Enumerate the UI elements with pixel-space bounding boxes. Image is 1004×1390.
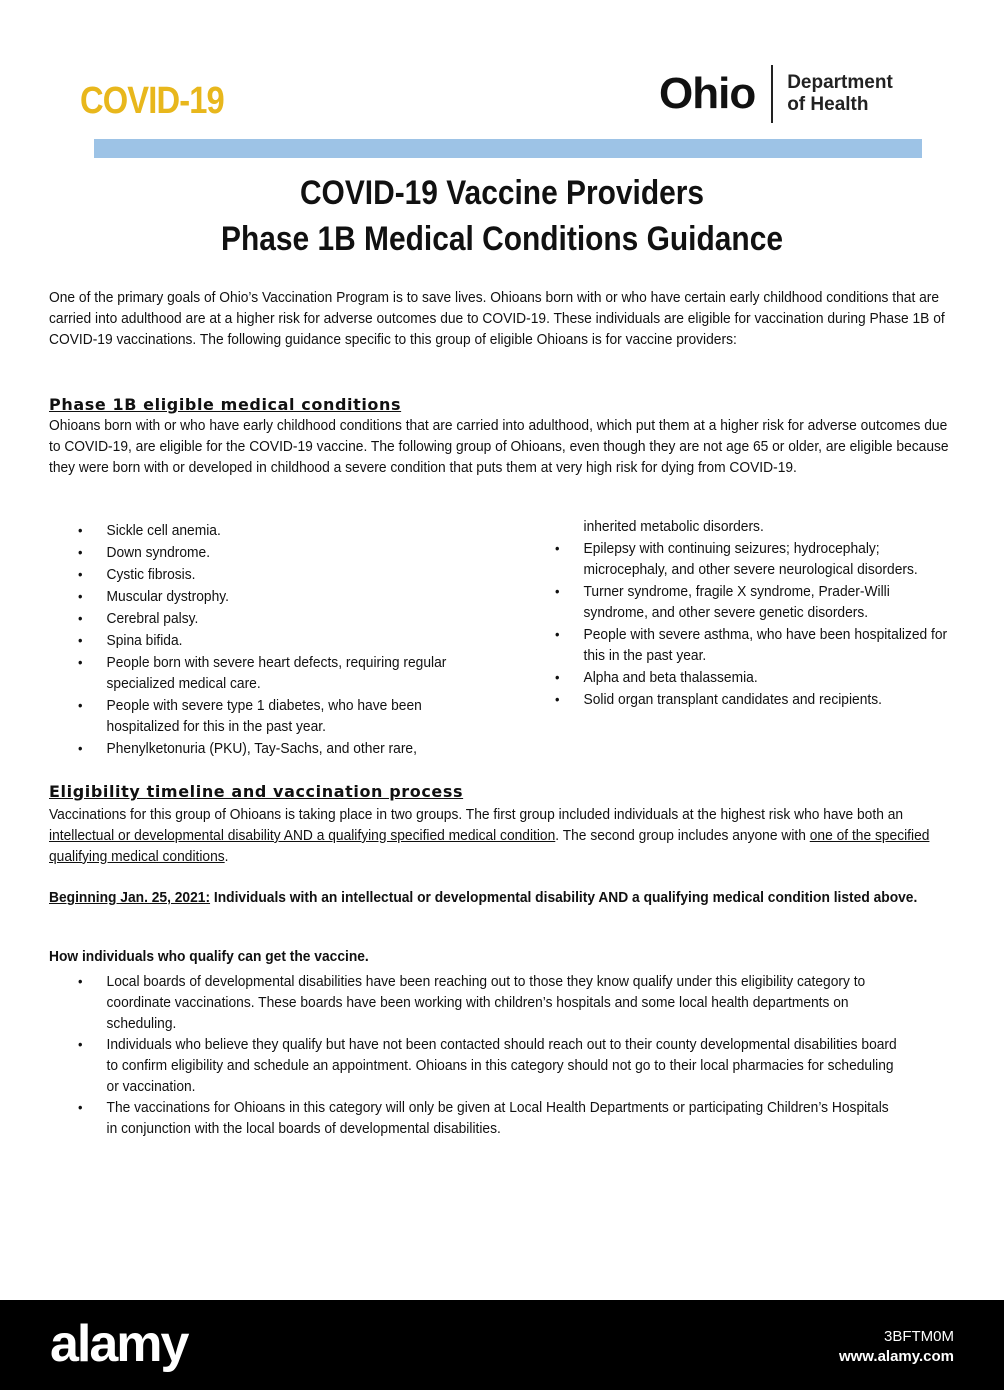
- list-item: • Muscular dystrophy.: [78, 588, 229, 605]
- list-item: • People born with severe heart defects, requiring regular specialized medical care.: [78, 654, 447, 692]
- eligibility-heading: Eligibility timeline and vaccination process: [49, 782, 464, 801]
- image-id: 3BFTM0M: [883, 1328, 954, 1345]
- phase-heading: Phase 1B eligible medical conditions: [49, 395, 402, 414]
- covid-tag: COVID-19: [80, 80, 224, 122]
- list-item: • The vaccinations for Ohioans in this category will only be given at Local Health Departments or participating Children’s Hospitals in conjunction with the local boards of developmental disabilities.: [78, 1099, 889, 1137]
- title-line-2: Phase 1B Medical Conditions Guidance: [221, 220, 783, 258]
- logo-ohio-word: Ohio: [659, 69, 756, 118]
- list-item: • Epilepsy with continuing seizures; hydrocephaly; microcephaly, and other severe neurological disorders.: [555, 540, 918, 578]
- page-title: [0, 170, 1004, 262]
- begin-date: Beginning Jan. 25, 2021:: [49, 889, 211, 906]
- title-line-1: COVID-19 Vaccine Providers: [299, 174, 705, 212]
- list-item: • Cerebral palsy.: [78, 610, 199, 627]
- bullet: •: [78, 632, 83, 648]
- alamy-logo: alamy: [50, 1315, 188, 1373]
- watermark-footer: [0, 1300, 1004, 1390]
- conditions-list-right: [555, 516, 955, 711]
- how-heading: How individuals who qualify can get the vaccine.: [49, 948, 369, 965]
- beginning-date-paragraph: Beginning Jan. 25, 2021: Individuals with an intellectual or developmental disability AND a qualifying medical condition listed above.: [49, 889, 918, 906]
- list-item: • Down syndrome.: [78, 544, 211, 561]
- bullet: •: [78, 522, 83, 538]
- intro-paragraph: One of the primary goals of Ohio’s Vaccination Program is to save lives. Ohioans born with or who have certain early childhood conditions that are carried into adulthood are at a higher risk for adverse outcomes due to COVID-19. These individuals are eligible for vaccination during Phase 1B of COVID-19 vaccinations. The following guidance specific to this group of eligible Ohioans is for vaccine providers:: [49, 289, 945, 348]
- bullet: •: [78, 654, 83, 670]
- footer-url: www.alamy.com: [838, 1348, 954, 1365]
- bullet: •: [555, 626, 560, 642]
- list-item: • Alpha and beta thalassemia.: [555, 669, 758, 686]
- eligibility-paragraph: Vaccinations for this group of Ohioans is taking place in two groups. The first group included individuals at the highest risk who have both an intellectual or developmental disability AND a qualifying specified medical condition. The second group includes anyone with one of the specified qualifying medical conditions.: [49, 806, 930, 865]
- list-item: • Individuals who believe they qualify but have not been contacted should reach out to their county developmental disabilities board to confirm eligibility and schedule an appointment. Ohioans in this category should not go to their local pharmacies for scheduling or vaccination.: [78, 1036, 897, 1095]
- logo-dept-text: Department of Health: [787, 72, 893, 115]
- logo-divider: [771, 65, 773, 123]
- bullet: •: [555, 691, 560, 707]
- list-item: • Local boards of developmental disabilities have been reaching out to those they know qualify under this eligibility category to coordinate vaccinations. These boards have been working with children’s hospitals and some local health departments on scheduling.: [78, 973, 866, 1032]
- list-item: • Phenylketonuria (PKU), Tay-Sachs, and other rare,: [78, 740, 417, 757]
- how-list: [78, 971, 1004, 1139]
- list-item: • Turner syndrome, fragile X syndrome, Prader-Willi syndrome, and other severe genetic disorders.: [555, 583, 890, 621]
- bullet: •: [78, 588, 83, 604]
- bullet: •: [78, 740, 83, 756]
- bullet: •: [555, 583, 560, 599]
- list-item: • Cystic fibrosis.: [78, 566, 196, 583]
- list-item: • Solid organ transplant candidates and recipients.: [555, 691, 882, 708]
- conditions-columns: [0, 518, 1004, 758]
- conditions-list-left: [78, 520, 498, 760]
- list-item: • People with severe asthma, who have been hospitalized for this in the past year.: [555, 626, 948, 664]
- header-blue-bar: [94, 139, 922, 158]
- bullet: •: [78, 544, 83, 560]
- list-item: • Sickle cell anemia.: [78, 522, 221, 539]
- bullet: •: [78, 1036, 83, 1052]
- list-item: • People with severe type 1 diabetes, who have been hospitalized for this in the past year.: [78, 697, 422, 735]
- list-item-continuation: inherited metabolic disorders.: [583, 518, 764, 535]
- bullet: •: [555, 669, 560, 685]
- bullet: •: [78, 610, 83, 626]
- bullet: •: [78, 566, 83, 582]
- bullet: •: [78, 1099, 83, 1115]
- list-item: • Spina bifida.: [78, 632, 183, 649]
- phase-paragraph: Ohioans born with or who have early childhood conditions that are carried into adulthood, which put them at a higher risk for adverse outcomes due to COVID-19, are eligible for the COVID-19 vaccine. The following group of Ohioans, even though they are not age 65 or older, are eligible because they were born with or developed in childhood a severe condition that puts them at very high risk for dying from COVID-19.: [49, 417, 949, 476]
- ohio-department-of-health-logo: [659, 62, 893, 126]
- bullet: •: [555, 540, 560, 556]
- bullet: •: [78, 697, 83, 713]
- bullet: •: [78, 973, 83, 989]
